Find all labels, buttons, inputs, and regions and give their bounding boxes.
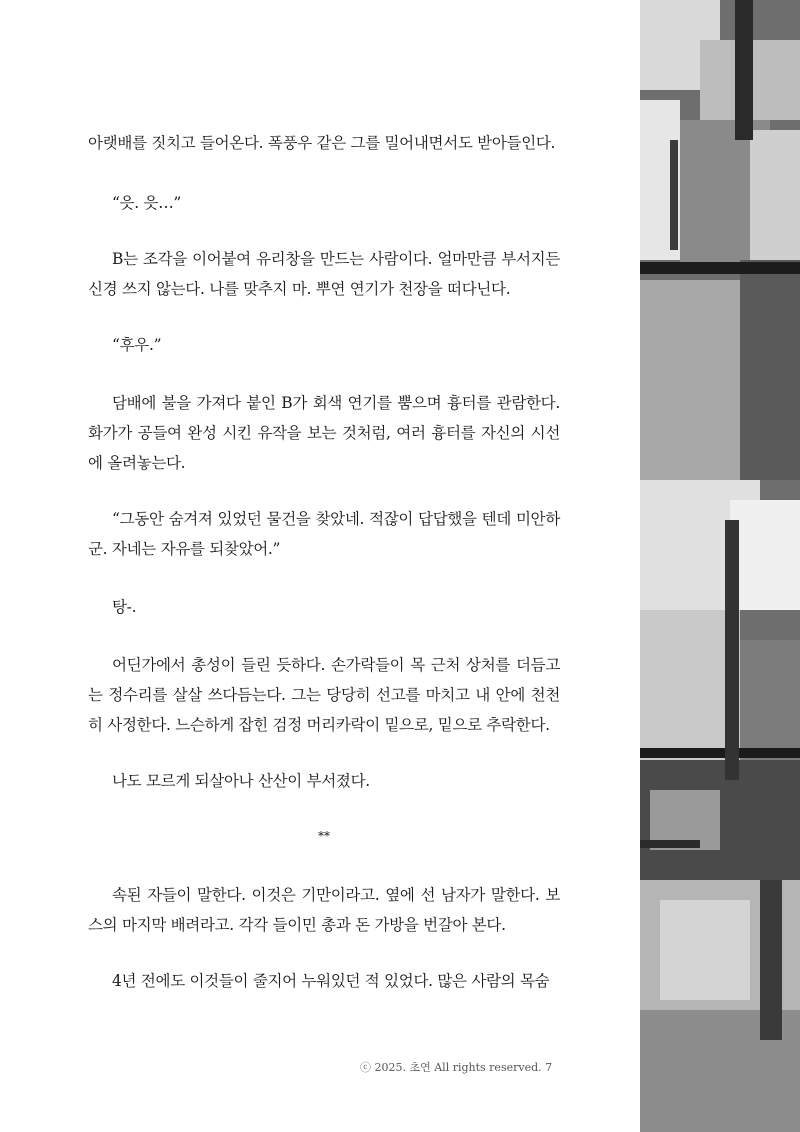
paragraph: 4년 전에도 이것들이 줄지어 누워있던 적 있었다. 많은 사람의 목숨: [112, 972, 550, 990]
dialogue-line: “후우.”: [112, 336, 162, 354]
dialogue-line: “그동안 숨겨져 있었던 물건을 찾았네. 적잖이 답답했을 텐데 미안하군. 자네는 자유를 되찾았어.”: [88, 510, 560, 558]
paragraph: 어딘가에서 총성이 들린 듯하다. 손가락들이 목 근처 상처를 더듬고는 정수리를 살살 쓰다듬는다. 그는 당당히 선고를 마치고 내 안에 천천히 사정한다. 느슨하게 잡힌 검정 머리카락이 밑으로, 밑으로 추락한다.: [88, 656, 560, 734]
dialogue-line: “읏. 읏…”: [112, 194, 182, 212]
paragraph: 탕-.: [112, 598, 137, 616]
paragraph: 아랫배를 짓치고 들어온다. 폭풍우 같은 그를 밀어내면서도 받아들인다.: [88, 134, 556, 152]
scene-separator: **: [318, 829, 330, 843]
paragraph: 속된 자들이 말한다. 이것은 기만이라고. 옆에 선 남자가 말한다. 보스의 마지막 배려라고. 각각 들이민 총과 돈 가방을 번갈아 본다.: [88, 886, 560, 934]
paragraph: 나도 모르게 되살아나 산산이 부서졌다.: [112, 772, 370, 790]
page-body: [88, 0, 560, 1132]
page-footer: ⓒ 2025. 초연 All rights reserved. 7: [360, 1061, 553, 1074]
paragraph: B는 조각을 이어붙여 유리창을 만드는 사람이다. 얼마만큼 부서지든 신경 쓰지 않는다. 나를 맞추지 마. 뿌연 연기가 천장을 떠다닌다.: [88, 250, 560, 298]
paragraph: 담배에 불을 가져다 붙인 B가 회색 연기를 뿜으며 흉터를 관람한다. 화가가 공들여 완성 시킨 유작을 보는 것처럼, 여러 흉터를 자신의 시선에 올려놓는다.: [88, 394, 560, 472]
abstract-brushstroke-artwork: [640, 0, 800, 1132]
